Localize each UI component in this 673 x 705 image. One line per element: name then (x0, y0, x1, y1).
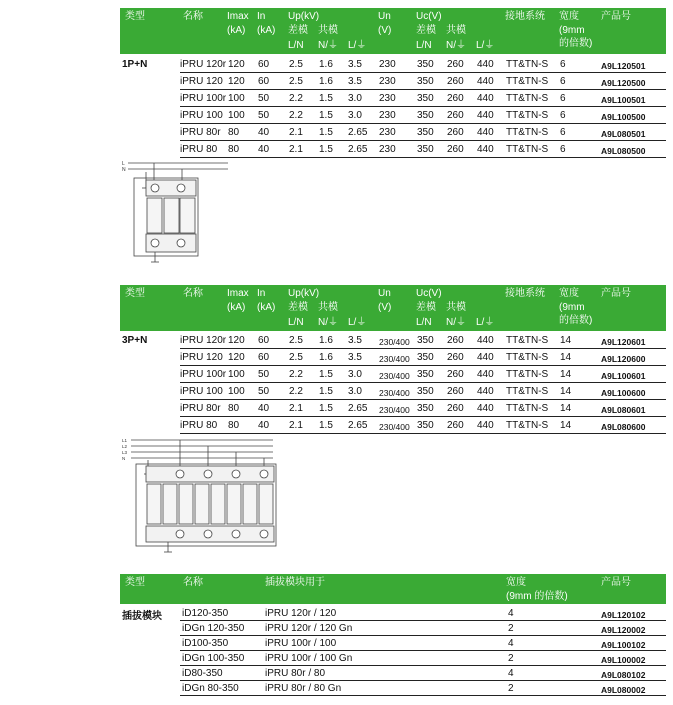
cell-w: 2 (508, 653, 514, 664)
cell-ln: 2.1 (289, 144, 303, 155)
hdr2-part: 产品号 (601, 288, 631, 299)
cell-un: 230/400 (379, 422, 410, 432)
row-divider (180, 157, 666, 158)
cell-ucln: 350 (417, 127, 434, 138)
hdr2-uc-ng: N/⏚ (446, 317, 466, 328)
cell-ng: 1.5 (319, 403, 333, 414)
cell-uclg: 440 (477, 110, 494, 121)
cell-in: 60 (258, 335, 270, 346)
row-divider (180, 695, 666, 696)
cell-ln: 2.2 (289, 93, 303, 104)
cell-in: 60 (258, 76, 270, 87)
diagram1-label-l: L (122, 161, 125, 167)
cell-usedfor: iPRU 100r / 100 Gn (265, 653, 353, 664)
cell-sys: TT&TN-S (506, 144, 549, 155)
cell-uclg: 440 (477, 335, 494, 346)
cell-ucln: 350 (417, 110, 434, 121)
cell-ln: 2.5 (289, 59, 303, 70)
cell-lg: 3.5 (348, 352, 362, 363)
hdr-up-diff: 差模 (288, 25, 308, 36)
cell-name: iDGn 100-350 (182, 653, 245, 664)
cell-in: 60 (258, 59, 270, 70)
cell-imax: 80 (228, 144, 240, 155)
cell-w: 14 (560, 369, 572, 380)
hdr2-width: 宽度 (559, 288, 579, 299)
cell-uclg: 440 (477, 127, 494, 138)
cell-un: 230 (379, 59, 396, 70)
cell-uclg: 440 (477, 93, 494, 104)
cell-ng: 1.6 (319, 335, 333, 346)
hdr2-in: In (257, 288, 266, 299)
cell-ln: 2.1 (289, 420, 303, 431)
hdr-up-lg: L/⏚ (348, 40, 367, 51)
hdr2-uc: Uc(V) (416, 288, 442, 299)
hdr-uc-ln: L/N (416, 40, 432, 51)
cell-un: 230 (379, 127, 396, 138)
cell-name: iPRU 80 (180, 420, 218, 431)
cell-ucng: 260 (447, 127, 464, 138)
cell-imax: 80 (228, 420, 240, 431)
table1-type-label: 1P+N (122, 59, 148, 70)
cell-ucng: 260 (447, 369, 464, 380)
hdr-width-unit2: 的倍数) (559, 38, 593, 49)
hdr-name: 名称 (183, 11, 203, 22)
row-divider (180, 433, 666, 434)
cell-pn: A9L080500 (601, 146, 646, 156)
diagram2-label-l1: L1 (122, 438, 128, 443)
cell-sys: TT&TN-S (506, 403, 549, 414)
hdr-up: Up(kV) (288, 11, 320, 22)
hdr2-up-diff: 差模 (288, 302, 308, 313)
row-divider (180, 123, 666, 124)
cell-w: 14 (560, 420, 572, 431)
cell-ng: 1.5 (319, 127, 333, 138)
row-divider (180, 399, 666, 400)
cell-un: 230/400 (379, 405, 410, 415)
cell-ucln: 350 (417, 335, 434, 346)
cell-w: 2 (508, 623, 514, 634)
cell-w: 14 (560, 403, 572, 414)
row-divider (180, 650, 666, 651)
cell-ucln: 350 (417, 369, 434, 380)
hdr2-up-common: 共模 (318, 302, 338, 313)
hdr-imax: Imax (227, 11, 249, 22)
cell-pn: A9L100501 (601, 95, 646, 105)
hdr3-width: 宽度 (506, 577, 526, 588)
table3-type-label: 插拔模块 (122, 611, 162, 622)
cell-ln: 2.5 (289, 76, 303, 87)
diagram2-label-n: N (122, 456, 126, 461)
hdr3-usedfor: 插拔模块用于 (265, 577, 325, 588)
cell-ucng: 260 (447, 93, 464, 104)
cell-pn: A9L100601 (601, 371, 646, 381)
cell-sys: TT&TN-S (506, 420, 549, 431)
cell-ng: 1.5 (319, 369, 333, 380)
cell-sys: TT&TN-S (506, 369, 549, 380)
cell-name: iPRU 120 (180, 352, 223, 363)
hdr-up-ng: N/⏚ (318, 40, 338, 51)
row-divider (180, 382, 666, 383)
cell-ln: 2.1 (289, 403, 303, 414)
cell-in: 40 (258, 127, 270, 138)
cell-un: 230 (379, 110, 396, 121)
hdr-width-unit1: (9mm (559, 25, 585, 36)
hdr2-imax-unit: (kA) (227, 302, 246, 313)
cell-pn: A9L100102 (601, 640, 646, 650)
cell-lg: 3.0 (348, 93, 362, 104)
cell-ln: 2.2 (289, 110, 303, 121)
cell-in: 50 (258, 369, 270, 380)
hdr2-width-unit1: (9mm (559, 302, 585, 313)
cell-name: iDGn 80-350 (182, 683, 239, 694)
cell-lg: 3.0 (348, 386, 362, 397)
cell-ucln: 350 (417, 403, 434, 414)
cell-usedfor: iPRU 120r / 120 Gn (265, 623, 353, 634)
cell-lg: 3.5 (348, 76, 362, 87)
cell-ng: 1.5 (319, 110, 333, 121)
cell-un: 230 (379, 76, 396, 87)
cell-sys: TT&TN-S (506, 110, 549, 121)
cell-pn: A9L100500 (601, 112, 646, 122)
cell-lg: 2.65 (348, 420, 368, 431)
hdr-uc-common: 共模 (446, 25, 466, 36)
hdr2-uc-lg: L/⏚ (476, 317, 495, 328)
cell-pn: A9L080601 (601, 405, 646, 415)
cell-name: iPRU 80r (180, 127, 221, 138)
table2-type-label: 3P+N (122, 335, 148, 346)
cell-w: 4 (508, 638, 514, 649)
cell-usedfor: iPRU 120r / 120 (265, 608, 337, 619)
cell-ucln: 350 (417, 59, 434, 70)
cell-ng: 1.5 (319, 93, 333, 104)
cell-imax: 120 (228, 76, 245, 87)
cell-pn: A9L080600 (601, 422, 646, 432)
hdr-type: 类型 (125, 11, 145, 22)
cell-name: iPRU 100 (180, 386, 223, 397)
hdr2-up: Up(kV) (288, 288, 320, 299)
cell-uclg: 440 (477, 59, 494, 70)
cell-usedfor: iPRU 80r / 80 Gn (265, 683, 342, 694)
hdr-uc: Uc(V) (416, 11, 442, 22)
cell-ucng: 260 (447, 110, 464, 121)
wiring-diagram-1p-n (118, 158, 238, 268)
cell-sys: TT&TN-S (506, 335, 549, 346)
row-divider (180, 416, 666, 417)
row-divider (180, 89, 666, 90)
cell-w: 4 (508, 668, 514, 679)
cell-ucng: 260 (447, 420, 464, 431)
hdr2-in-unit: (kA) (257, 302, 276, 313)
cell-imax: 80 (228, 403, 240, 414)
cell-pn: A9L080002 (601, 685, 646, 695)
hdr2-uc-ln: L/N (416, 317, 432, 328)
cell-uclg: 440 (477, 403, 494, 414)
cell-lg: 2.65 (348, 127, 368, 138)
cell-name: iPRU 120 (180, 76, 223, 87)
hdr-uc-ng: N/⏚ (446, 40, 466, 51)
cell-name: iPRU 80r (180, 403, 221, 414)
row-divider (180, 348, 666, 349)
table3-header (120, 574, 666, 604)
cell-in: 40 (258, 420, 270, 431)
cell-pn: A9L120102 (601, 610, 646, 620)
cell-ng: 1.6 (319, 76, 333, 87)
cell-ucng: 260 (447, 76, 464, 87)
cell-ucng: 260 (447, 352, 464, 363)
cell-pn: A9L100600 (601, 388, 646, 398)
cell-w: 6 (560, 110, 566, 121)
cell-w: 6 (560, 76, 566, 87)
cell-ng: 1.6 (319, 59, 333, 70)
cell-lg: 3.0 (348, 369, 362, 380)
cell-uclg: 440 (477, 369, 494, 380)
hdr2-name: 名称 (183, 288, 203, 299)
cell-pn: A9L120600 (601, 354, 646, 364)
cell-in: 50 (258, 386, 270, 397)
cell-pn: A9L120601 (601, 337, 646, 347)
cell-sys: TT&TN-S (506, 127, 549, 138)
cell-un: 230/400 (379, 337, 410, 347)
cell-pn: A9L080501 (601, 129, 646, 139)
hdr2-uc-common: 共模 (446, 302, 466, 313)
hdr2-imax: Imax (227, 288, 249, 299)
cell-imax: 100 (228, 110, 245, 121)
hdr-up-ln: L/N (288, 40, 304, 51)
cell-name: iD100-350 (182, 638, 229, 649)
cell-name: iPRU 120r (180, 335, 227, 346)
hdr-un-unit: (V) (378, 25, 392, 36)
cell-uclg: 440 (477, 420, 494, 431)
cell-name: iPRU 100r (180, 369, 227, 380)
cell-imax: 80 (228, 127, 240, 138)
cell-usedfor: iPRU 100r / 100 (265, 638, 337, 649)
cell-lg: 2.65 (348, 144, 368, 155)
cell-imax: 100 (228, 369, 245, 380)
cell-pn: A9L120500 (601, 78, 646, 88)
cell-ln: 2.2 (289, 386, 303, 397)
cell-ng: 1.5 (319, 420, 333, 431)
hdr3-width-unit: (9mm 的倍数) (506, 591, 568, 602)
cell-imax: 120 (228, 335, 245, 346)
cell-w: 2 (508, 683, 514, 694)
diagram1-label-n: N (122, 167, 126, 173)
hdr2-up-ng: N/⏚ (318, 317, 338, 328)
cell-w: 6 (560, 127, 566, 138)
hdr-in: In (257, 11, 266, 22)
cell-ng: 1.5 (319, 144, 333, 155)
table1-header (120, 8, 666, 54)
row-divider (180, 635, 666, 636)
cell-pn: A9L080102 (601, 670, 646, 680)
cell-name: iD120-350 (182, 608, 229, 619)
cell-uclg: 440 (477, 386, 494, 397)
hdr2-un-unit: (V) (378, 302, 392, 313)
cell-pn: A9L100002 (601, 655, 646, 665)
cell-sys: TT&TN-S (506, 386, 549, 397)
cell-in: 40 (258, 144, 270, 155)
hdr3-part: 产品号 (601, 577, 631, 588)
cell-usedfor: iPRU 80r / 80 (265, 668, 326, 679)
hdr2-up-lg: L/⏚ (348, 317, 367, 328)
cell-in: 60 (258, 352, 270, 363)
diagram2-label-l3: L3 (122, 450, 128, 455)
cell-un: 230/400 (379, 371, 410, 381)
cell-name: iPRU 100r (180, 93, 227, 104)
cell-ucln: 350 (417, 76, 434, 87)
cell-pn: A9L120002 (601, 625, 646, 635)
cell-w: 6 (560, 93, 566, 104)
cell-uclg: 440 (477, 76, 494, 87)
hdr-part: 产品号 (601, 11, 631, 22)
cell-sys: TT&TN-S (506, 76, 549, 87)
hdr-un: Un (378, 11, 391, 22)
hdr-uc-diff: 差模 (416, 25, 436, 36)
cell-ucln: 350 (417, 93, 434, 104)
row-divider (180, 365, 666, 366)
row-divider (180, 140, 666, 141)
hdr2-system: 接地系统 (505, 288, 545, 299)
cell-w: 14 (560, 386, 572, 397)
cell-name: iDGn 120-350 (182, 623, 245, 634)
cell-lg: 3.0 (348, 110, 362, 121)
wiring-diagram-3p-n (118, 436, 278, 556)
hdr-up-common: 共模 (318, 25, 338, 36)
hdr2-uc-diff: 差模 (416, 302, 436, 313)
row-divider (180, 665, 666, 666)
hdr2-type: 类型 (125, 288, 145, 299)
cell-un: 230/400 (379, 354, 410, 364)
cell-lg: 2.65 (348, 403, 368, 414)
cell-ucln: 350 (417, 352, 434, 363)
cell-ng: 1.6 (319, 352, 333, 363)
cell-uclg: 440 (477, 144, 494, 155)
cell-ucng: 260 (447, 144, 464, 155)
cell-ln: 2.2 (289, 369, 303, 380)
cell-in: 40 (258, 403, 270, 414)
cell-ucln: 350 (417, 386, 434, 397)
cell-imax: 120 (228, 352, 245, 363)
cell-ucng: 260 (447, 403, 464, 414)
cell-ucln: 350 (417, 420, 434, 431)
hdr2-up-ln: L/N (288, 317, 304, 328)
hdr2-un: Un (378, 288, 391, 299)
cell-ucln: 350 (417, 144, 434, 155)
hdr3-type: 类型 (125, 577, 145, 588)
cell-lg: 3.5 (348, 335, 362, 346)
cell-in: 50 (258, 93, 270, 104)
cell-ucng: 260 (447, 335, 464, 346)
row-divider (180, 72, 666, 73)
diagram2-label-l2: L2 (122, 444, 128, 449)
hdr-system: 接地系统 (505, 11, 545, 22)
cell-un: 230 (379, 144, 396, 155)
cell-ucng: 260 (447, 59, 464, 70)
hdr-in-unit: (kA) (257, 25, 276, 36)
cell-ucng: 260 (447, 386, 464, 397)
cell-sys: TT&TN-S (506, 59, 549, 70)
cell-name: iPRU 80 (180, 144, 218, 155)
cell-ln: 2.1 (289, 127, 303, 138)
cell-un: 230 (379, 93, 396, 104)
cell-ln: 2.5 (289, 352, 303, 363)
row-divider (180, 680, 666, 681)
cell-ln: 2.5 (289, 335, 303, 346)
cell-sys: TT&TN-S (506, 93, 549, 104)
hdr-uc-lg: L/⏚ (476, 40, 495, 51)
cell-w: 14 (560, 352, 572, 363)
cell-uclg: 440 (477, 352, 494, 363)
row-divider (180, 106, 666, 107)
cell-name: iPRU 120r (180, 59, 227, 70)
row-divider (180, 620, 666, 621)
cell-imax: 100 (228, 386, 245, 397)
cell-imax: 120 (228, 59, 245, 70)
cell-name: iD80-350 (182, 668, 223, 679)
cell-w: 6 (560, 59, 566, 70)
cell-w: 14 (560, 335, 572, 346)
hdr-imax-unit: (kA) (227, 25, 246, 36)
cell-w: 4 (508, 608, 514, 619)
cell-sys: TT&TN-S (506, 352, 549, 363)
cell-imax: 100 (228, 93, 245, 104)
cell-ng: 1.5 (319, 386, 333, 397)
cell-w: 6 (560, 144, 566, 155)
hdr2-width-unit2: 的倍数) (559, 315, 593, 326)
cell-pn: A9L120501 (601, 61, 646, 71)
cell-name: iPRU 100 (180, 110, 223, 121)
hdr-width: 宽度 (559, 11, 579, 22)
hdr3-name: 名称 (183, 577, 203, 588)
cell-in: 50 (258, 110, 270, 121)
cell-un: 230/400 (379, 388, 410, 398)
table2-header (120, 285, 666, 331)
cell-lg: 3.5 (348, 59, 362, 70)
